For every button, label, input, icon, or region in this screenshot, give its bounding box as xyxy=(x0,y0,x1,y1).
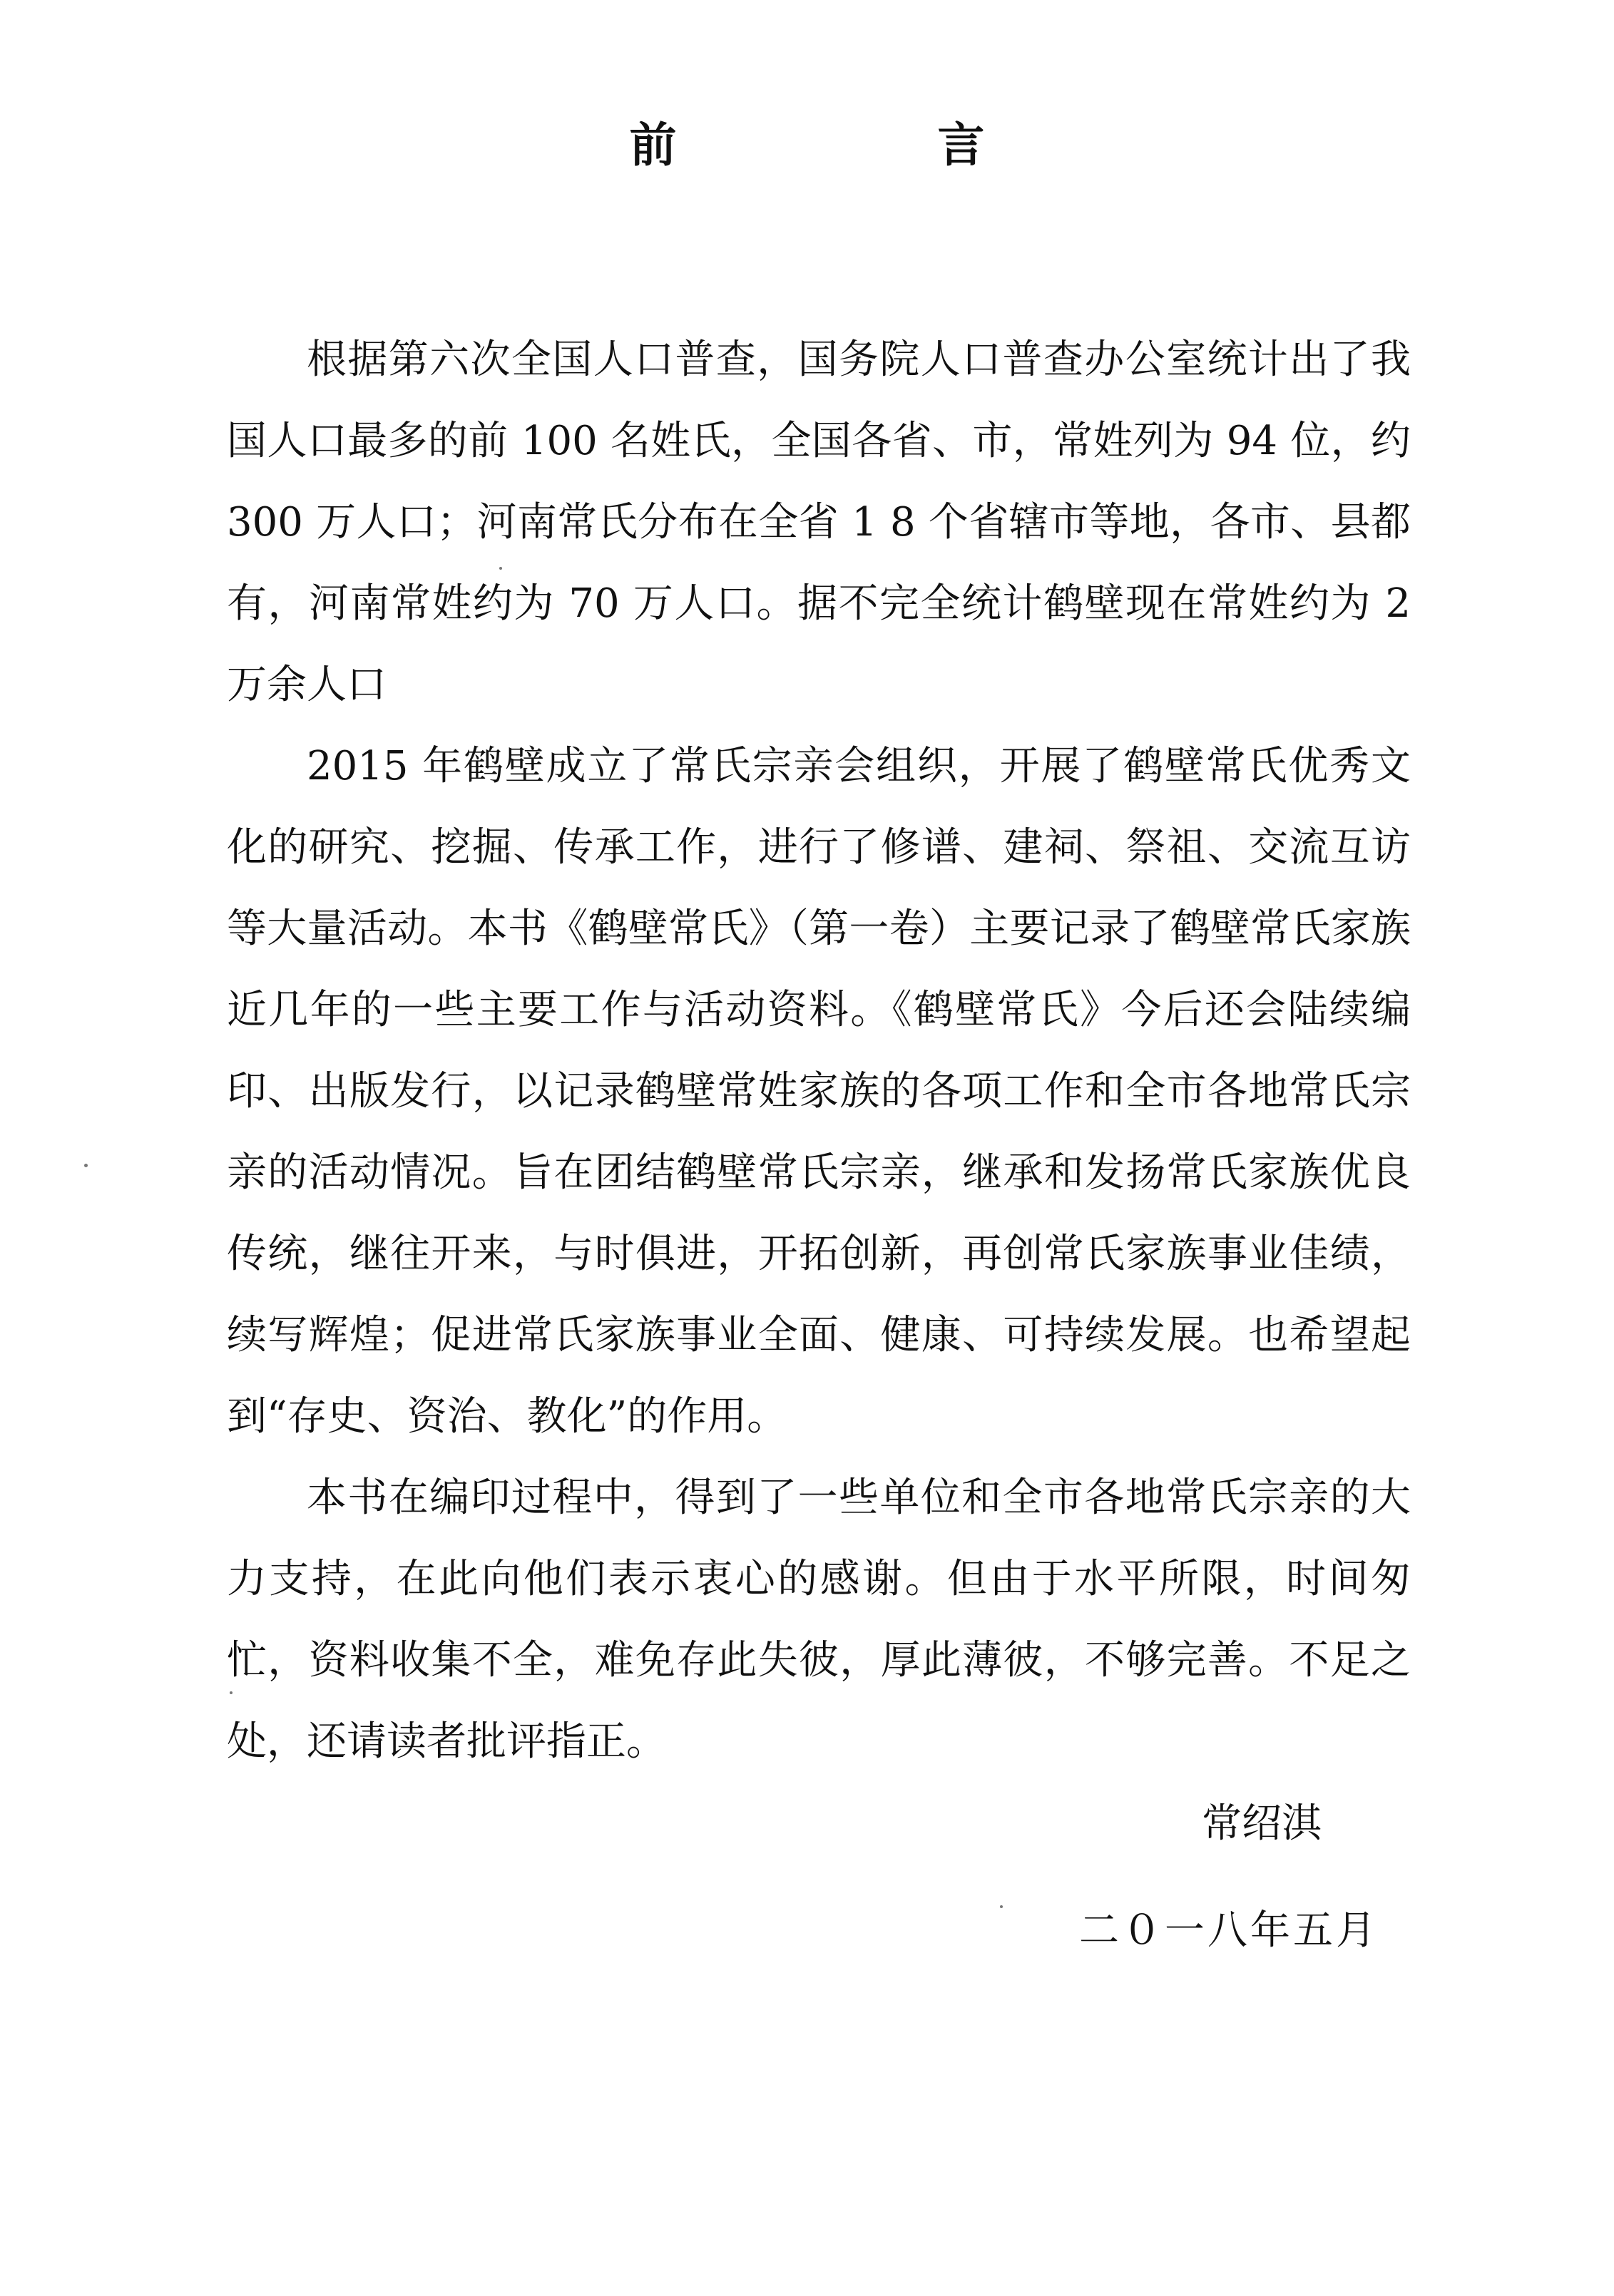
preface-body xyxy=(227,319,1411,1783)
author-signature: 常绍淇 xyxy=(1202,1800,1322,1847)
paragraph-2: 2015 年鹤壁成立了常氏宗亲会组织，开展了鹤壁常氏优秀文化的研究、挖掘、传承工作，进行了修谱、建祠、祭祖、交流互访等大量活动。本书《鹤壁常氏》（第一卷）主要记录了鹤壁常氏家族近几年的一些主要工作与活动资料。《鹤壁常氏》今后还会陆续编印、出版发行，以记录鹤壁常姓家族的各项工作和全市各地常氏宗亲的活动情况。旨在团结鹤壁常氏宗亲，继承和发扬常氏家族优良传统，继往开来，与时俱进，开拓创新，再创常氏家族事业佳绩，续写辉煌；促进常氏家族事业全面、健康、可持续发展。也希望起到“存史、资治、教化”的作用。 xyxy=(227,743,1411,1440)
page-title: 前 言 xyxy=(629,117,1092,173)
scan-speck xyxy=(230,1691,233,1694)
paragraph-1: 根据第六次全国人口普查，国务院人口普查办公室统计出了我国人口最多的前 100 名姓氏，全国各省、市，常姓列为 94 位，约 300 万人口；河南常氏分布在全省 1 8 个省辖市等地，各市、县都有，河南常姓约为 70 万人口。据不完全统计鹤壁现在常姓约为 2 万余人口 xyxy=(227,337,1411,708)
scan-speck xyxy=(499,567,502,570)
paragraph-3: 本书在编印过程中，得到了一些单位和全市各地常氏宗亲的大力支持，在此向他们表示衷心的感谢。但由于水平所限，时间匆忙，资料收集不全，难免存此失彼，厚此薄彼，不够完善。不足之处，还请读者批评指正。 xyxy=(227,1475,1411,1765)
scan-speck xyxy=(84,1164,88,1167)
scan-speck xyxy=(1000,1905,1003,1908)
document-date: 二０一八年五月 xyxy=(1079,1907,1379,1954)
